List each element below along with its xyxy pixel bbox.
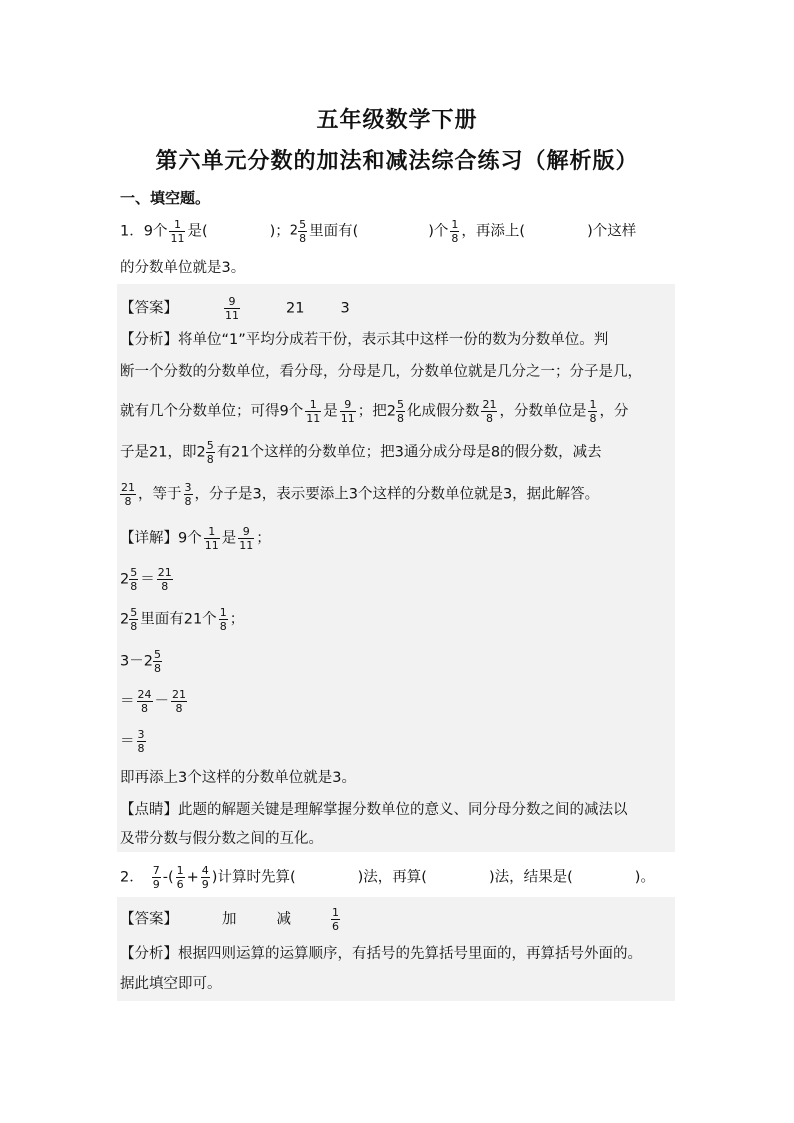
detail-1-line-6: ＝ $\frac{3}{8}$ bbox=[120, 728, 145, 755]
answer-value: 21 bbox=[286, 300, 305, 317]
fraction: $\frac{1}{11}$ bbox=[170, 218, 185, 245]
answer-1: 【答案】 $\frac{9}{11}$ 21 3 bbox=[120, 295, 350, 322]
fraction: $\frac{1}{8}$ bbox=[451, 218, 459, 245]
analysis-2-line-1: 【分析】根据四则运算的运算顺序，有括号的先算括号里面的，再算括号外面的。 bbox=[120, 946, 642, 962]
analysis-1-line-4: 子是21，即2 $\frac{5}{8}$ 有21个这样的分数单位；把3通分成分母是8的假分数，减去 bbox=[120, 439, 602, 466]
document-subtitle: 第六单元分数的加法和减法综合练习（解析版） bbox=[155, 149, 639, 174]
pointer-1-line-1: 【点睛】此题的解题关键是理解掌握分数单位的意义、同分母分数之间的减法以 bbox=[120, 802, 628, 818]
detail-1-line-7: 即再添上3个这样的分数单位就是3。 bbox=[120, 770, 356, 786]
answer-value: 减 bbox=[276, 911, 291, 928]
answer-fraction: $\frac{9}{11}$ bbox=[225, 295, 239, 322]
document-title: 五年级数学下册 bbox=[316, 108, 478, 133]
section-heading: 一、填空题。 bbox=[120, 189, 211, 207]
detail-1-line-3: 2 $\frac{5}{8}$ 里面有21个 $\frac{1}{8}$ ； bbox=[120, 606, 245, 633]
mixed-number: 2 $\frac{5}{8}$ bbox=[289, 218, 307, 245]
analysis-1-line-3: 就有几个分数单位；可得9个 $\frac{1}{11}$ 是 $\frac{9}{11}$ ；把2 $\frac{5}{8}$ 化成假分数 $\frac{21}{8}$ ，分数单位是 $\frac{1}{8}$ ，分 bbox=[120, 398, 629, 425]
pointer-1-line-2: 及带分数与假分数之间的互化。 bbox=[120, 831, 323, 847]
analysis-1-line-5: $\frac{21}{8}$ ，等于 $\frac{3}{8}$ ，分子是3，表示要添上3个这样的分数单位就是3，据此解答。 bbox=[121, 481, 600, 508]
answer-2: 【答案】 加 减 $\frac{1}{6}$ bbox=[120, 906, 339, 933]
detail-1-line-4: 3－2 $\frac{5}{8}$ bbox=[120, 648, 161, 675]
answer-fraction: $\frac{1}{6}$ bbox=[332, 906, 339, 933]
question-2: 2． $\frac{7}{9}$ -( $\frac{1}{6}$ + $\frac{4}{9}$ )计算时先算( )法，再算( )法，结果是( )。 bbox=[120, 864, 655, 891]
detail-1-line-1: 【详解】9个 $\frac{1}{11}$ 是 $\frac{9}{11}$ ； bbox=[120, 525, 271, 552]
answer-value: 加 bbox=[222, 911, 237, 928]
analysis-1-line-1: 【分析】将单位“1”平均分成若干份，表示其中这样一份的数为分数单位。判 bbox=[120, 332, 609, 348]
analysis-2-line-2: 据此填空即可。 bbox=[120, 976, 222, 992]
detail-1-line-5: ＝ $\frac{24}{8}$ － $\frac{21}{8}$ bbox=[120, 688, 186, 715]
answer-value: 3 bbox=[340, 300, 350, 317]
question-1-line-1: 1．9个 $\frac{1}{11}$ 是( )；2 $\frac{5}{8}$ 里面有( )个 $\frac{1}{8}$ ，再添上( )个这样 bbox=[120, 218, 637, 245]
detail-1-line-2: 2 $\frac{5}{8}$ ＝ $\frac{21}{8}$ bbox=[120, 566, 172, 593]
analysis-1-line-2: 断一个分数的分数单位，看分母，分母是几，分数单位就是几分之一；分子是几， bbox=[120, 364, 642, 380]
question-1-line-2: 的分数单位就是3。 bbox=[120, 260, 246, 276]
